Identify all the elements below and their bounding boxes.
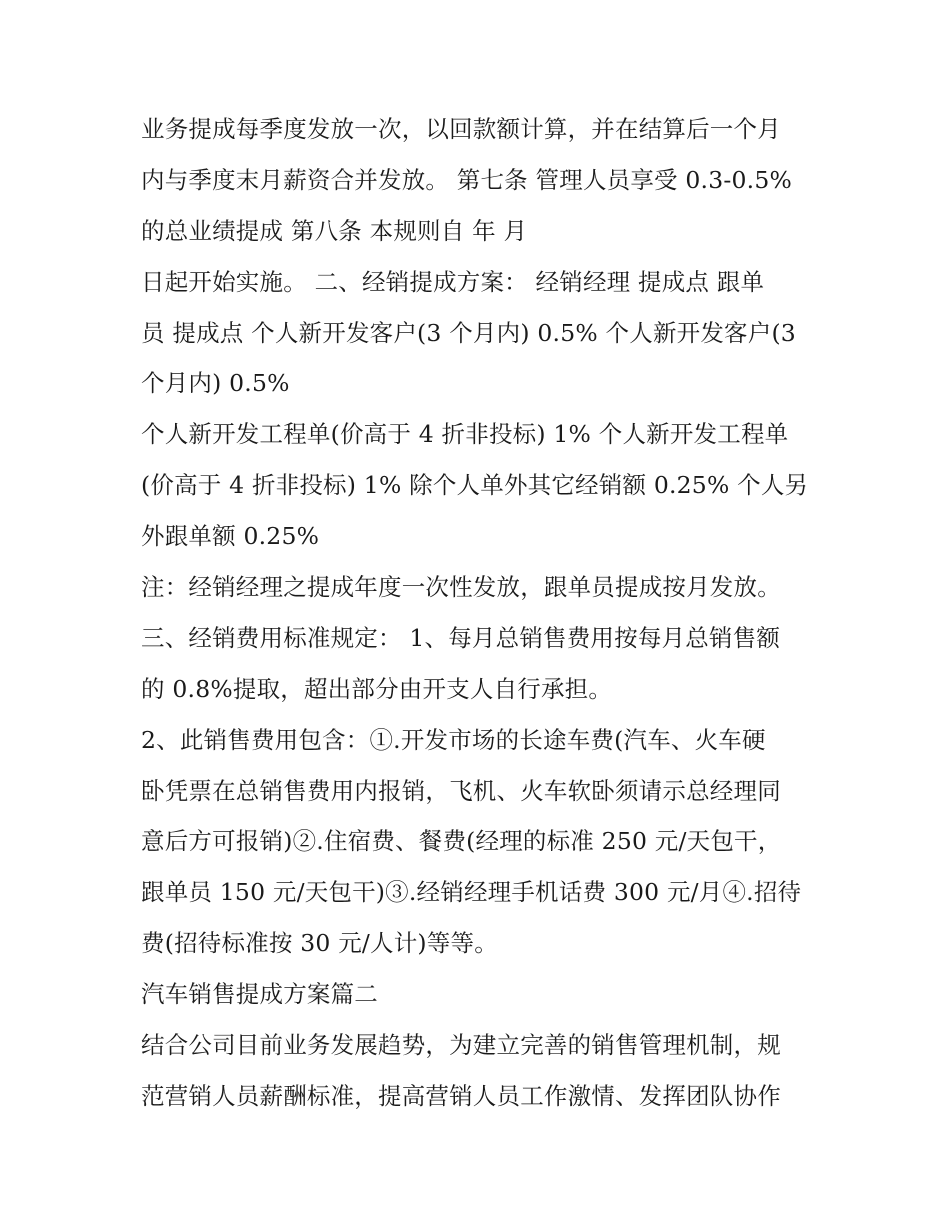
text-line: 注：经销经理之提成年度一次性发放，跟单员提成按月发放。 (141, 573, 781, 602)
text-line: 个月内) 0.5% (141, 369, 290, 398)
text-line: 的总业绩提成 第八条 本规则自 年 月 (141, 216, 528, 245)
text-line: 三、经销费用标准规定： 1、每月总销售费用按每月总销售额 (141, 623, 781, 652)
document-body (141, 104, 821, 1122)
text-line: 员 提成点 个人新开发客户(3 个月内) 0.5% 个人新开发客户(3 (141, 318, 796, 347)
text-line: 业务提成每季度发放一次，以回款额计算，并在结算后一个月 (141, 115, 781, 143)
text-line: 外跟单额 0.25% (141, 522, 320, 551)
text-line: 跟单员 150 元/天包干)③.经销经理手机话费 300 元/月④.招待 (141, 878, 802, 907)
text-line: 内与季度末月薪资合并发放。 第七条 管理人员享受 0.3-0.5% (141, 165, 793, 194)
text-line: 结合公司目前业务发展趋势，为建立完善的销售管理机制，规 (141, 1031, 781, 1060)
text-line: 个人新开发工程单(价高于 4 折非投标) 1% 个人新开发工程单 (141, 420, 789, 449)
text-line: 的 0.8%提取，超出部分由开支人自行承担。 (141, 674, 613, 703)
text-line: 2、此销售费用包含：①.开发市场的长途车费(汽车、火车硬 (141, 725, 766, 754)
text-line: 费(招待标准按 30 元/人计)等等。 (141, 929, 498, 958)
text-line: 卧凭票在总销售费用内报销，飞机、火车软卧须请示总经理同 (141, 776, 781, 805)
text-line: (价高于 4 折非投标) 1% 除个人单外其它经销额 0.25% 个人另 (141, 471, 809, 500)
text-line: 日起开始实施。 二、经销提成方案： 经销经理 提成点 跟单 (141, 267, 765, 296)
section-heading: 汽车销售提成方案篇二 (141, 980, 378, 1009)
text-line: 意后方可报销)②.住宿费、餐费(经理的标准 250 元/天包干， (141, 827, 782, 856)
text-line: 范营销人员薪酬标准，提高营销人员工作激情、发挥团队协作 (141, 1081, 781, 1110)
